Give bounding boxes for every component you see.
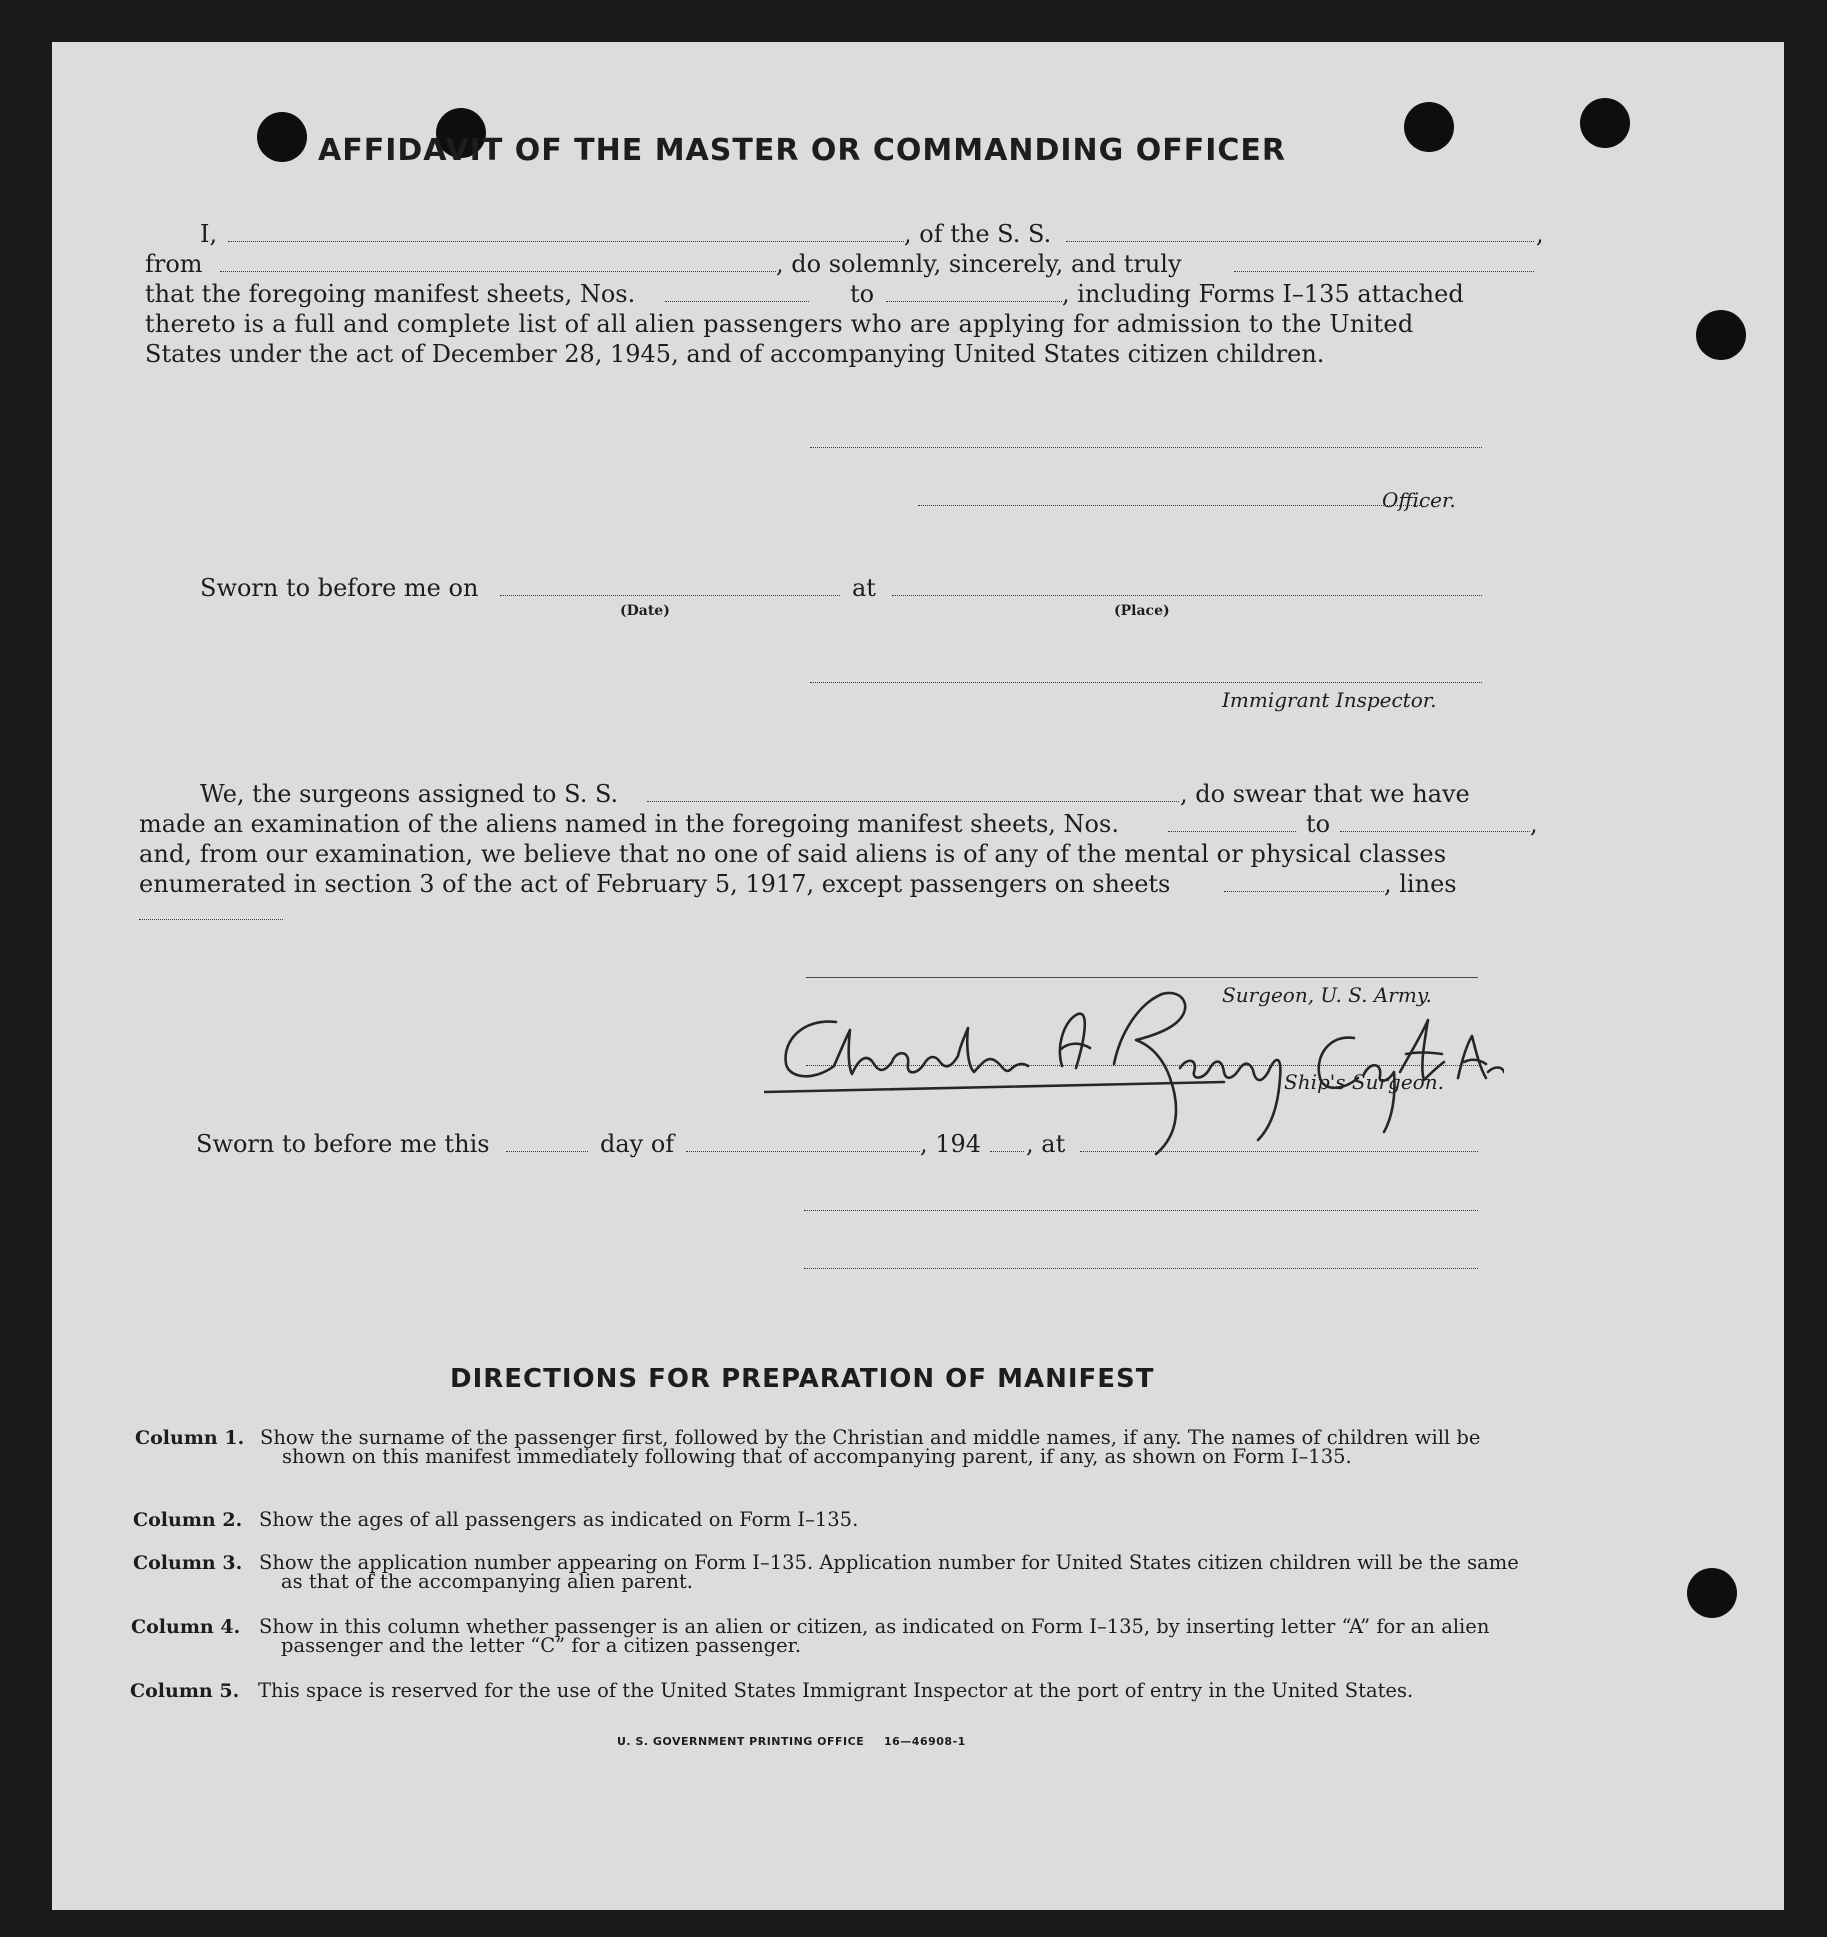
column2-text: Show the ages of all passengers as indicated on Form I–135.: [259, 1508, 859, 1531]
form-sheet: [52, 42, 1784, 1910]
port-blank: [220, 271, 776, 272]
punch-hole: [1404, 102, 1454, 152]
column5-label: Column 5.: [130, 1680, 240, 1702]
sworn-year-blank: [990, 1151, 1024, 1152]
column1-text: Show the surname of the passenger first, followed by the Christian and middle names, if any. The names of children will be shown on this manifest immediately following that of accompanying parent, if any, as shown on Form I–135.: [260, 1426, 1481, 1468]
affidavit-line1-mid: , of the S. S.: [904, 220, 1052, 248]
affidavit-line2-start: from: [145, 250, 203, 278]
column4-label: Column 4.: [131, 1616, 241, 1638]
surgeons-line4-end: , lines: [1384, 870, 1457, 898]
sheet-to-blank: [886, 301, 1062, 302]
affidavit-line1-end: ,: [1536, 220, 1544, 248]
affidavit-line3-start: that the foregoing manifest sheets, Nos.: [145, 280, 636, 308]
affidavit-line3-to: to: [850, 280, 875, 308]
column5-text: This space is reserved for the use of the United States Immigrant Inspector at the port of entry in the United States.: [258, 1679, 1414, 1702]
sworn-day-label: Sworn to before me this: [196, 1130, 490, 1158]
form-code: 16—46908-1: [884, 1735, 966, 1748]
sworn-dayof-label: day of: [600, 1130, 675, 1158]
surgeons-line2-end: ,: [1530, 810, 1538, 838]
except-sheets-blank: [1224, 891, 1384, 892]
ship-name-blank: [1066, 241, 1534, 242]
directions-title: DIRECTIONS FOR PREPARATION OF MANIFEST: [450, 1364, 1155, 1394]
place-caption: (Place): [1114, 603, 1170, 619]
affidavit-line4: thereto is a full and complete list of all alien passengers who are applying for admission to the United: [145, 310, 1414, 338]
punch-hole: [1580, 98, 1630, 148]
sworn-label: Sworn to before me on: [200, 574, 479, 602]
sworn-place-blank: [892, 595, 1482, 596]
surgeons-line3: and, from our examination, we believe that no one of said aliens is of any of the mental or physical classes: [139, 840, 1447, 868]
except-lines-blank: [139, 919, 283, 920]
printer-imprint: U. S. GOVERNMENT PRINTING OFFICE: [617, 1735, 865, 1748]
affidavit-title: AFFIDAVIT OF THE MASTER OR COMMANDING OFFICER: [318, 133, 1286, 168]
sworn-date-blank: [500, 595, 840, 596]
surgeons-sheet-from-blank: [1168, 831, 1296, 832]
column2-label: Column 2.: [133, 1509, 243, 1531]
inspector-signature-line-2: [804, 1210, 1478, 1211]
sworn-place2-blank: [1080, 1151, 1478, 1152]
affidavit-line5: States under the act of December 28, 1945, and of accompanying United States citizen children.: [145, 340, 1325, 368]
sheet-from-blank: [665, 301, 809, 302]
affidavit-line2-mid: , do solemnly, sincerely, and truly: [776, 250, 1182, 278]
inspector-signature-line: [810, 682, 1482, 683]
column3-text: Show the application number appearing on Form I–135. Application number for United States citizen children will be the same as that of the accompanying alien parent.: [259, 1551, 1519, 1593]
officer-signature-line: [918, 505, 1422, 506]
inspector-label: Immigrant Inspector.: [1222, 688, 1437, 712]
surgeons-line2-start: made an examination of the aliens named in the foregoing manifest sheets, Nos.: [139, 810, 1119, 838]
column3-label: Column 3.: [133, 1552, 243, 1574]
surgeons-line2-to: to: [1306, 810, 1331, 838]
army-surgeon-signature-line: [806, 977, 1478, 978]
inspector-title-line-2: [804, 1268, 1478, 1269]
date-caption: (Date): [620, 603, 670, 619]
surgeons-line1-end: , do swear that we have: [1180, 780, 1470, 808]
ships-surgeon-label: Ship's Surgeon.: [1284, 1070, 1444, 1094]
affidavit-line1-start: I,: [200, 220, 218, 248]
surgeon-signature: [764, 982, 1504, 1162]
column1-label: Column 1.: [135, 1427, 245, 1449]
column4-text: Show in this column whether passenger is an alien or citizen, as indicated on Form I–135, by inserting letter “A” for an alien passenger and the letter “C” for a citizen passenger.: [259, 1615, 1490, 1657]
officer-label: Officer.: [1382, 488, 1456, 512]
affidavit-line3-end: , including Forms I–135 attached: [1062, 280, 1464, 308]
army-surgeon-label: Surgeon, U. S. Army.: [1222, 983, 1432, 1007]
punch-hole: [257, 112, 307, 162]
surgeons-ship-blank: [647, 801, 1179, 802]
oath-blank: [1234, 271, 1534, 272]
punch-hole: [1696, 310, 1746, 360]
sworn-at-label: at: [852, 574, 876, 602]
punch-hole: [1687, 1568, 1737, 1618]
sworn-year-label: , 194: [920, 1130, 982, 1158]
sworn-month-blank: [686, 1151, 920, 1152]
sworn-day-blank: [506, 1151, 588, 1152]
surgeons-line4-start: enumerated in section 3 of the act of February 5, 1917, except passengers on sheets: [139, 870, 1171, 898]
master-name-blank: [228, 241, 904, 242]
sworn-at2-label: , at: [1026, 1130, 1066, 1158]
master-signature-line: [810, 447, 1482, 448]
surgeons-sheet-to-blank: [1340, 831, 1530, 832]
surgeons-line1-start: We, the surgeons assigned to S. S.: [200, 780, 619, 808]
